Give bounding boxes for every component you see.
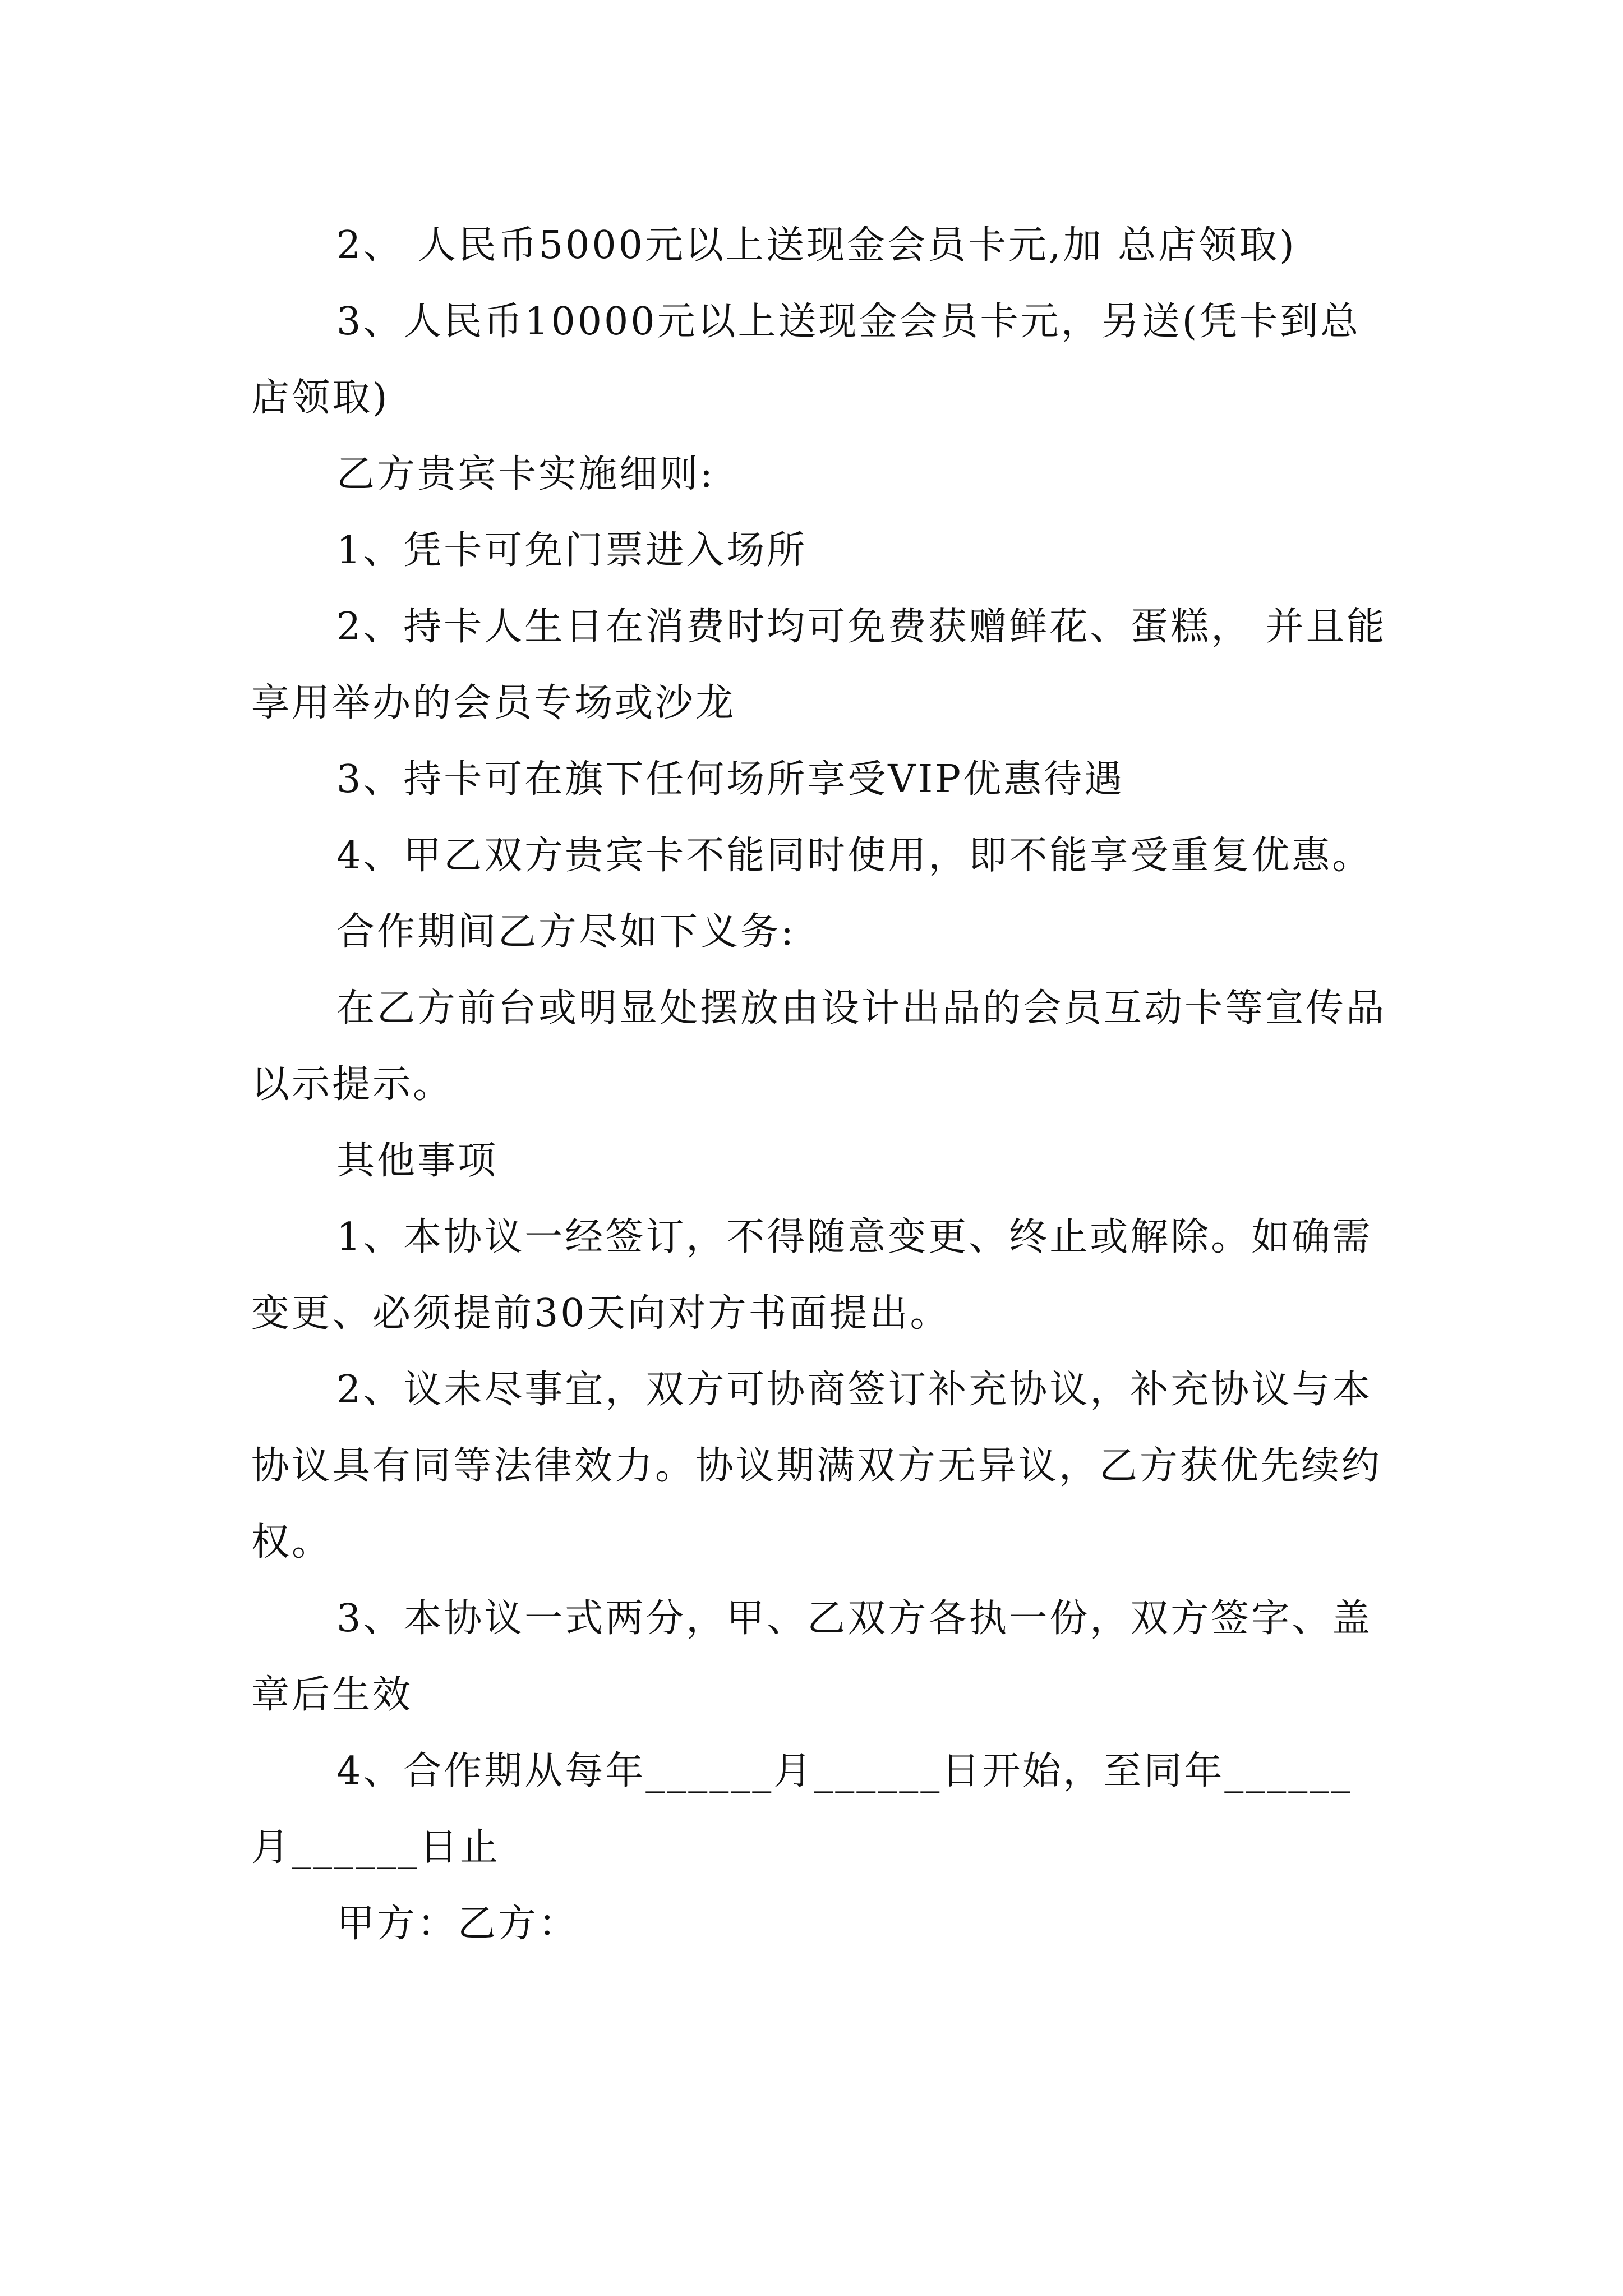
other-matter-1: 1、本协议一经签订，不得随意变更、终止或解除。如确需变更、必须提前30天向对方书面提出。 <box>251 1215 1373 1336</box>
vip-rule-1: 1、凭卡可免门票进入场所 <box>336 528 808 573</box>
other-matters-heading: 其他事项 <box>336 1139 499 1183</box>
other-matter-4: 4、合作期从每年______月______日开始，至同年______月______日止 <box>251 1749 1353 1870</box>
other-matter-3: 3、本协议一式两分，甲、乙双方各执一份，双方签字、盖章后生效 <box>251 1596 1373 1717</box>
other-matter-2: 2、议未尽事宜，双方可协商签订补充协议，补充协议与本协议具有同等法律效力。协议期满双方无异议，乙方获优先续约权。 <box>251 1368 1382 1565</box>
vip-rule-3: 3、持卡可在旗下任何场所享受VIP优惠待遇 <box>336 757 1124 802</box>
signature-line: 甲方：乙方： <box>336 1902 579 1946</box>
clause-3-10000: 3、人民币10000元以上送现金会员卡元，另送(凭卡到总店领取) <box>251 300 1361 420</box>
vip-rule-4: 4、甲乙双方贵宾卡不能同时使用，即不能享受重复优惠。 <box>336 834 1373 878</box>
vip-card-rules-heading: 乙方贵宾卡实施细则: <box>336 452 715 496</box>
vip-rule-2: 2、持卡人生日在消费时均可免费获赠鲜花、蛋糕， 并且能享用举办的会员专场或沙龙 <box>251 605 1387 725</box>
document-page <box>251 208 1390 1962</box>
clause-2-5000: 2、 人民币5000元以上送现金会员卡元,加 总店领取) <box>336 223 1297 268</box>
obligation-1: 在乙方前台或明显处摆放由设计出品的会员互动卡等宣传品以示提示。 <box>251 986 1387 1107</box>
obligations-heading: 合作期间乙方尽如下义务: <box>336 910 796 954</box>
